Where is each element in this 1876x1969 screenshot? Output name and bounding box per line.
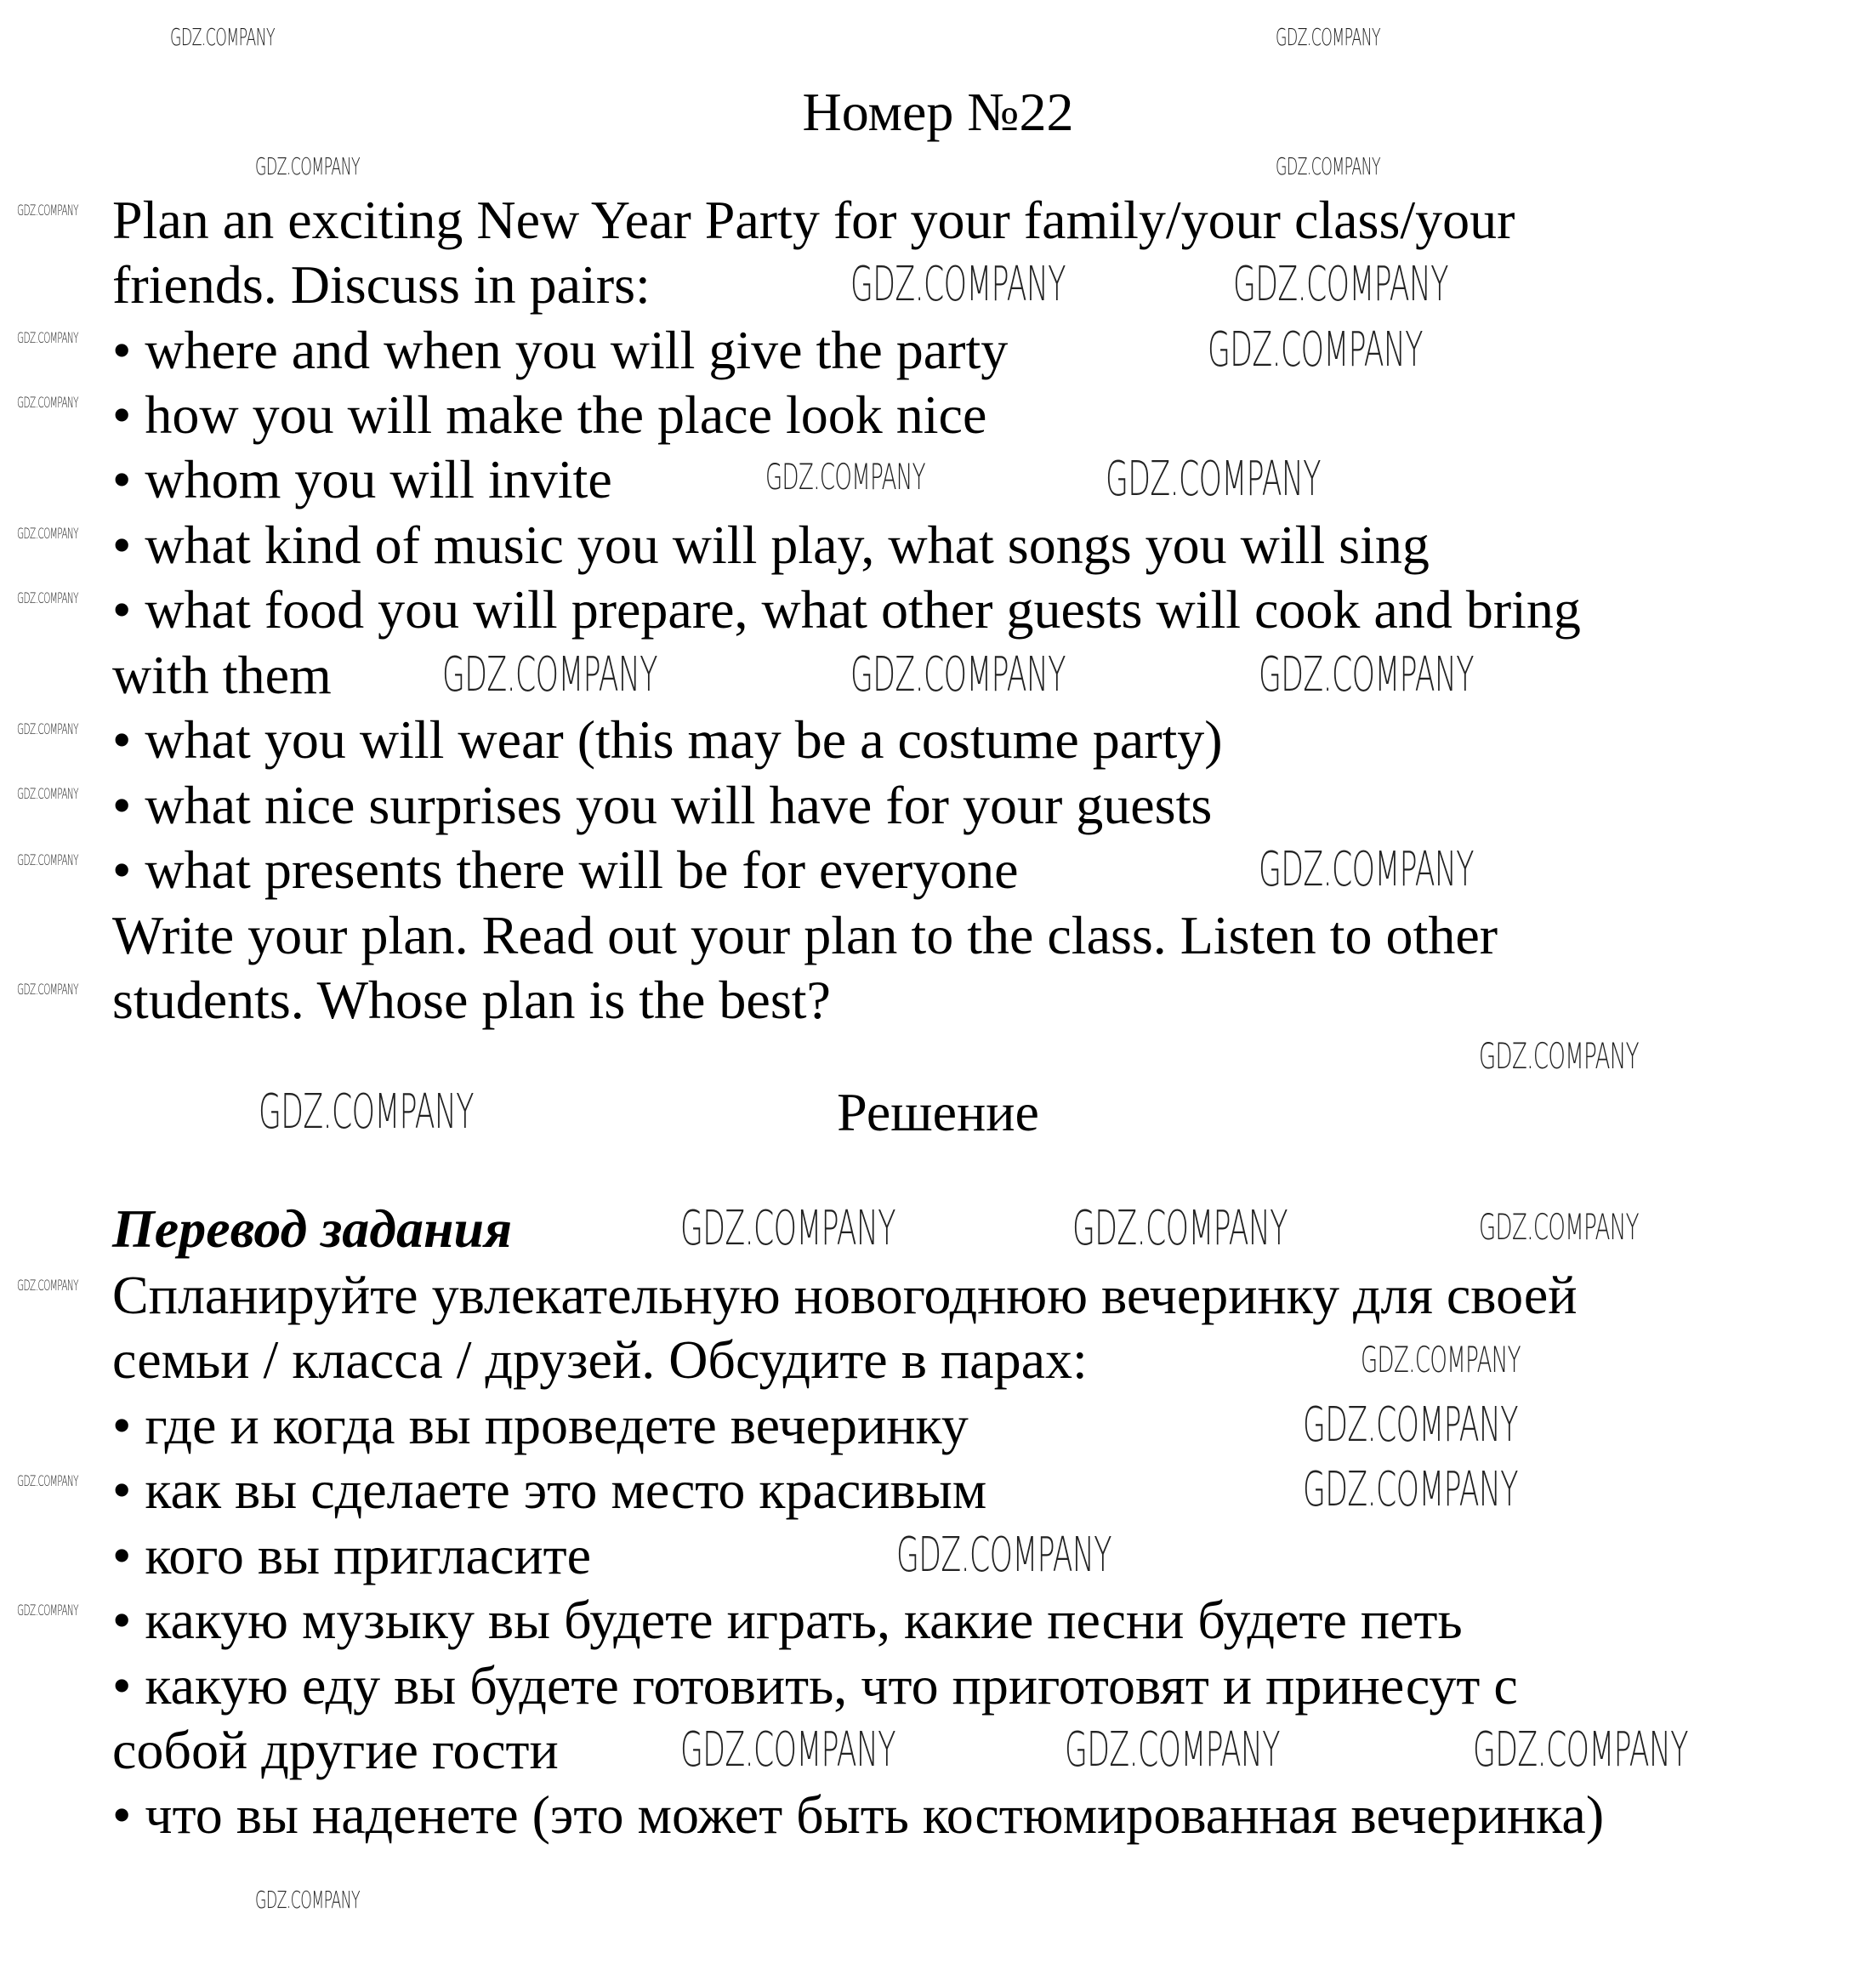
watermark: GDZ.COMPANY	[1276, 152, 1381, 180]
translation-line: • какую еду вы будете готовить, что приготовят и принесут с	[112, 1655, 1518, 1716]
task-line: • what presents there will be for everyone	[112, 839, 1019, 900]
watermark: GDZ.COMPANY	[17, 1602, 79, 1619]
task-line: students. Whose plan is the best?	[112, 970, 831, 1030]
translation-line: • что вы наденете (это может быть костюмированная вечеринка)	[112, 1784, 1605, 1845]
watermark: GDZ.COMPANY	[17, 590, 79, 607]
task-line: with them	[112, 645, 332, 705]
translation-line: • какую музыку вы будете играть, какие песни будете петь	[112, 1590, 1463, 1650]
translation-line: • кого вы пригласите	[112, 1525, 591, 1585]
watermark: GDZ.COMPANY	[1106, 452, 1321, 507]
task-line: • where and when you will give the party	[112, 320, 1009, 380]
translation-line: собой другие гости	[112, 1720, 559, 1780]
translation-line: семьи / класса / друзей. Обсудите в парах:	[112, 1329, 1088, 1390]
watermark: GDZ.COMPANY	[1361, 1339, 1521, 1380]
watermark: GDZ.COMPANY	[442, 647, 657, 703]
watermark: GDZ.COMPANY	[255, 152, 361, 180]
watermark: GDZ.COMPANY	[170, 23, 276, 51]
watermark: GDZ.COMPANY	[1259, 842, 1474, 897]
translation-heading: Перевод задания	[112, 1198, 513, 1259]
translation-line: Спланируйте увлекательную новогоднюю вечеринку для своей	[112, 1265, 1578, 1325]
watermark: GDZ.COMPANY	[17, 330, 79, 347]
task-line: friends. Discuss in pairs:	[112, 254, 651, 315]
watermark: GDZ.COMPANY	[1473, 1722, 1688, 1778]
solution-heading: Решение	[837, 1082, 1039, 1142]
watermark: GDZ.COMPANY	[1303, 1397, 1518, 1453]
watermark: GDZ.COMPANY	[765, 456, 925, 498]
task-line: Write your plan. Read out your plan to the class. Listen to other	[112, 905, 1498, 965]
watermark: GDZ.COMPANY	[1479, 1206, 1639, 1248]
watermark: GDZ.COMPANY	[17, 1278, 79, 1295]
task-line: • how you will make the place look nice	[112, 384, 987, 445]
watermark: GDZ.COMPANY	[1233, 257, 1448, 312]
page-title: Номер №22	[802, 82, 1074, 142]
watermark: GDZ.COMPANY	[850, 647, 1066, 703]
watermark: GDZ.COMPANY	[259, 1084, 474, 1140]
watermark: GDZ.COMPANY	[680, 1722, 895, 1778]
task-line: • what food you will prepare, what other guests will cook and bring	[112, 579, 1581, 640]
watermark: GDZ.COMPANY	[896, 1528, 1111, 1583]
watermark: GDZ.COMPANY	[850, 257, 1066, 312]
task-line: • what nice surprises you will have for your guests	[112, 775, 1213, 835]
watermark: GDZ.COMPANY	[17, 982, 79, 999]
task-line: • what you will wear (this may be a costume party)	[112, 709, 1223, 770]
watermark: GDZ.COMPANY	[17, 202, 79, 219]
watermark: GDZ.COMPANY	[255, 1886, 361, 1914]
watermark: GDZ.COMPANY	[17, 721, 79, 738]
translation-line: • где и когда вы проведете вечеринку	[112, 1395, 969, 1455]
task-line: Plan an exciting New Year Party for your family/your class/your	[112, 190, 1515, 250]
watermark: GDZ.COMPANY	[1072, 1201, 1288, 1256]
watermark: GDZ.COMPANY	[1276, 23, 1381, 51]
watermark: GDZ.COMPANY	[17, 786, 79, 803]
watermark: GDZ.COMPANY	[1065, 1722, 1280, 1778]
watermark: GDZ.COMPANY	[1479, 1035, 1639, 1077]
watermark: GDZ.COMPANY	[17, 852, 79, 869]
watermark: GDZ.COMPANY	[1208, 322, 1423, 378]
translation-line: • как вы сделаете это место красивым	[112, 1460, 987, 1520]
watermark: GDZ.COMPANY	[1259, 647, 1474, 703]
watermark: GDZ.COMPANY	[1303, 1462, 1518, 1517]
watermark: GDZ.COMPANY	[17, 395, 79, 412]
watermark: GDZ.COMPANY	[680, 1201, 895, 1256]
watermark: GDZ.COMPANY	[17, 1473, 79, 1490]
watermark: GDZ.COMPANY	[17, 526, 79, 543]
task-line: • whom you will invite	[112, 449, 612, 509]
task-line: • what kind of music you will play, what songs you will sing	[112, 515, 1430, 575]
